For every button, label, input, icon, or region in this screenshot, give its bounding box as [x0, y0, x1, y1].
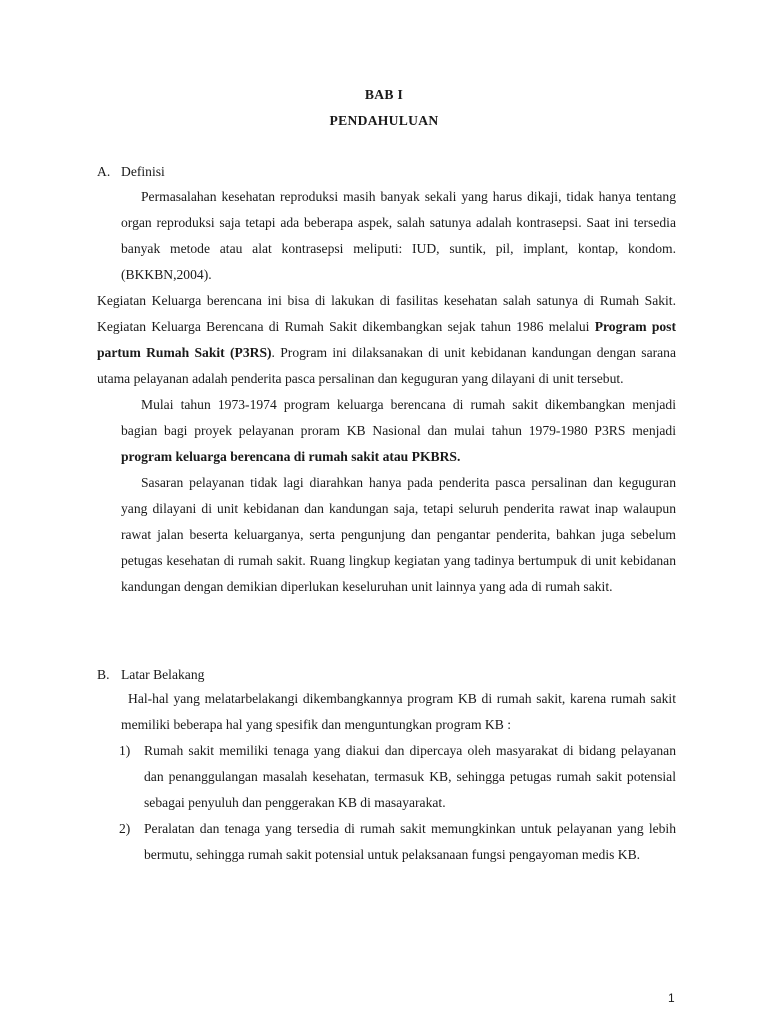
- chapter-number: BAB I: [364, 87, 404, 102]
- list-item-number: 1): [119, 743, 131, 758]
- section-a-body: [97, 184, 676, 600]
- section-b-intro-block: [121, 686, 676, 738]
- section-b-title: Latar Belakang: [121, 667, 205, 682]
- section-a-title: Definisi: [121, 164, 165, 179]
- paragraph-mulai-tahun-bold: program keluarga berencana di rumah sakit atau PKBRS.: [121, 449, 461, 464]
- reasons-list: [121, 738, 676, 868]
- paragraph-kegiatan-kb-text-1: Kegiatan Keluarga berencana ini bisa di lakukan di fasilitas kesehatan salah satunya di Rumah Sakit. Kegiatan Keluarga Berencana di Rumah Sakit dikembangkan sejak tahun 1986 melalui: [97, 293, 676, 334]
- paragraph-kegiatan-kb: [97, 288, 676, 392]
- page-number: 1: [668, 991, 675, 1005]
- chapter-title: PENDAHULUAN: [329, 113, 439, 128]
- paragraph-sasaran: Sasaran pelayanan tidak lagi diarahkan hanya pada penderita pasca persalinan dan keguguran yang dilayani di unit kebidanan dan kandungan saja, tetapi seluruh penderita rawat inap walaupun rawat jalan beserta keluarganya, serta pengunjung dan pengantar penderita, bahkan juga sebelum petugas kesehatan di rumah sakit. Ruang lingkup kegiatan yang tadinya bertumpuk di unit kebidanan kandungan dengan demikian diperlukan keseluruhan unit lainnya yang ada di rumah sakit.: [121, 475, 676, 594]
- list-item-text: Peralatan dan tenaga yang tersedia di rumah sakit memungkinkan untuk pelayanan yang lebih bermutu, sehingga rumah sakit potensial untuk pelaksanaan fungsi pengayoman medis KB.: [144, 821, 676, 862]
- list-item: [121, 738, 676, 816]
- section-a-heading: [97, 164, 165, 180]
- section-b-label: B.: [97, 667, 110, 682]
- paragraph-definisi: Permasalahan kesehatan reproduksi masih banyak sekali yang harus dikaji, tidak hanya tentang organ reproduksi saja tetapi ada beberapa aspek, salah satunya adalah kontrasepsi. Saat ini tersedia banyak metode atau alat kontrasepsi meliputi: IUD, suntik, pil, implant, kontap, kondom. (BKKBN,2004).: [121, 189, 676, 282]
- list-item: [121, 816, 676, 868]
- paragraph-kegiatan-kb-text-2: . Program ini dilaksanakan di unit kebidanan kandungan dengan sarana utama pelayanan adalah penderita pasca persalinan dan keguguran yang dilayani di unit tersebut.: [97, 345, 676, 386]
- paragraph-kegiatan-kb-bold: Program post partum Rumah Sakit (P3RS): [97, 319, 676, 360]
- paragraph-mulai-tahun: [121, 392, 676, 470]
- paragraph-latar-belakang: Hal-hal yang melatarbelakangi dikembangkannya program KB di rumah sakit, karena rumah sakit memiliki beberapa hal yang spesifik dan menguntungkan program KB :: [121, 691, 676, 732]
- section-b-heading: [97, 667, 204, 683]
- list-item-text: Rumah sakit memiliki tenaga yang diakui dan dipercaya oleh masyarakat di bidang pelayanan dan penanggulangan masalah kesehatan, termasuk KB, sehingga petugas rumah sakit potensial sebagai penyuluh dan penggerakan KB di masayarakat.: [144, 743, 676, 810]
- paragraph-mulai-tahun-text: Mulai tahun 1973-1974 program keluarga berencana di rumah sakit dikembangkan menjadi bagian bagi proyek pelayanan proram KB Nasional dan mulai tahun 1979-1980 P3RS menjadi: [121, 397, 676, 438]
- section-a-label: A.: [97, 164, 111, 179]
- list-item-number: 2): [119, 821, 131, 836]
